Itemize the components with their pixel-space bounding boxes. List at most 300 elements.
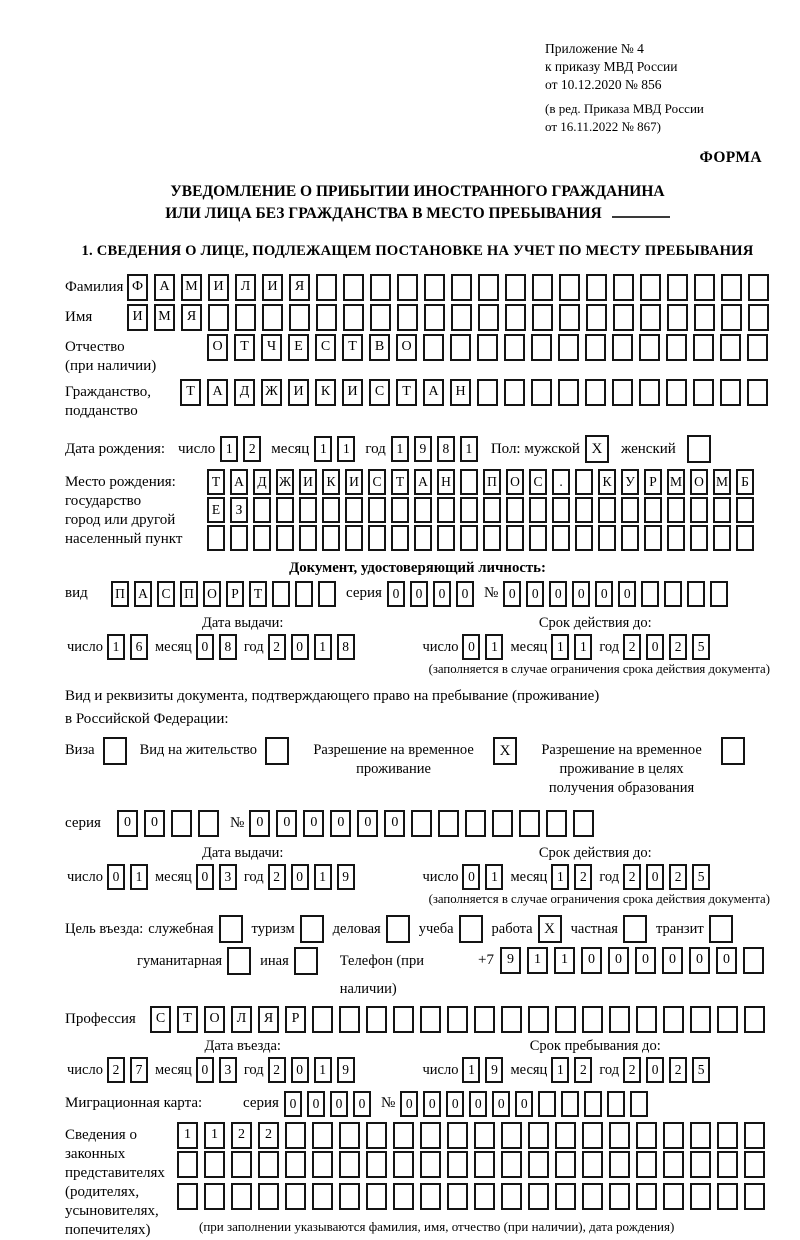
char-cell[interactable] (318, 581, 336, 607)
char-cell[interactable] (285, 1183, 306, 1210)
char-cell[interactable]: 0 (646, 864, 664, 890)
char-cell[interactable] (501, 1006, 522, 1033)
char-cell[interactable] (474, 1006, 495, 1033)
char-cell[interactable] (262, 304, 283, 331)
char-cell[interactable]: 0 (400, 1091, 418, 1117)
char-cell[interactable] (561, 1091, 579, 1117)
char-cell[interactable]: 6 (130, 634, 148, 660)
char-cell[interactable] (573, 810, 594, 837)
char-cell[interactable] (528, 1006, 549, 1033)
char-cell[interactable]: 1 (462, 1057, 480, 1083)
char-cell[interactable]: К (598, 469, 616, 495)
char-cell[interactable] (339, 1006, 360, 1033)
char-cell[interactable]: Д (234, 379, 255, 406)
char-cell[interactable]: Е (207, 497, 225, 523)
char-cell[interactable] (531, 334, 552, 361)
char-cell[interactable] (552, 525, 570, 551)
char-cell[interactable] (636, 1006, 657, 1033)
char-cell[interactable] (253, 497, 271, 523)
char-cell[interactable]: 1 (107, 634, 125, 660)
char-cell[interactable] (667, 497, 685, 523)
char-cell[interactable]: 2 (623, 1057, 641, 1083)
char-cell[interactable]: 0 (249, 810, 270, 837)
char-cell[interactable] (743, 947, 764, 974)
char-cell[interactable]: 9 (500, 947, 521, 974)
char-cell[interactable] (339, 1151, 360, 1178)
char-cell[interactable] (504, 334, 525, 361)
char-cell[interactable] (477, 334, 498, 361)
char-cell[interactable] (721, 304, 742, 331)
char-cell[interactable] (366, 1183, 387, 1210)
char-cell[interactable]: 0 (492, 1091, 510, 1117)
char-cell[interactable] (208, 304, 229, 331)
char-cell[interactable]: 2 (574, 1057, 592, 1083)
purpose-humanitarian-checkbox[interactable] (227, 947, 251, 975)
char-cell[interactable] (747, 334, 768, 361)
char-cell[interactable]: 0 (646, 1057, 664, 1083)
char-cell[interactable]: 0 (618, 581, 636, 607)
char-cell[interactable] (450, 334, 471, 361)
char-cell[interactable]: 2 (268, 634, 286, 660)
char-cell[interactable]: 0 (595, 581, 613, 607)
char-cell[interactable] (582, 1122, 603, 1149)
char-cell[interactable] (607, 1091, 625, 1117)
char-cell[interactable] (644, 497, 662, 523)
char-cell[interactable] (621, 525, 639, 551)
char-cell[interactable] (663, 1006, 684, 1033)
char-cell[interactable] (414, 525, 432, 551)
char-cell[interactable] (555, 1122, 576, 1149)
char-cell[interactable]: 1 (314, 634, 332, 660)
char-cell[interactable] (598, 497, 616, 523)
char-cell[interactable]: 1 (204, 1122, 225, 1149)
char-cell[interactable]: И (262, 274, 283, 301)
char-cell[interactable]: 0 (423, 1091, 441, 1117)
char-cell[interactable] (460, 497, 478, 523)
char-cell[interactable]: Ч (261, 334, 282, 361)
char-cell[interactable] (747, 379, 768, 406)
char-cell[interactable] (289, 304, 310, 331)
char-cell[interactable] (690, 1006, 711, 1033)
char-cell[interactable] (641, 581, 659, 607)
char-cell[interactable] (285, 1151, 306, 1178)
char-cell[interactable] (474, 1183, 495, 1210)
char-cell[interactable] (437, 525, 455, 551)
char-cell[interactable] (414, 497, 432, 523)
char-cell[interactable] (345, 525, 363, 551)
char-cell[interactable]: 5 (692, 634, 710, 660)
char-cell[interactable]: 1 (337, 436, 355, 462)
char-cell[interactable] (312, 1122, 333, 1149)
char-cell[interactable]: 9 (414, 436, 432, 462)
char-cell[interactable]: Т (249, 581, 267, 607)
char-cell[interactable] (501, 1122, 522, 1149)
char-cell[interactable]: 0 (635, 947, 656, 974)
char-cell[interactable]: 1 (551, 1057, 569, 1083)
char-cell[interactable]: А (230, 469, 248, 495)
char-cell[interactable] (505, 304, 526, 331)
char-cell[interactable]: М (154, 304, 175, 331)
char-cell[interactable] (532, 274, 553, 301)
char-cell[interactable] (391, 497, 409, 523)
char-cell[interactable] (411, 810, 432, 837)
char-cell[interactable] (558, 334, 579, 361)
char-cell[interactable] (744, 1151, 765, 1178)
char-cell[interactable]: М (181, 274, 202, 301)
char-cell[interactable] (397, 274, 418, 301)
char-cell[interactable]: 1 (485, 634, 503, 660)
char-cell[interactable]: 8 (337, 634, 355, 660)
char-cell[interactable]: С (157, 581, 175, 607)
char-cell[interactable] (609, 1151, 630, 1178)
char-cell[interactable] (316, 304, 337, 331)
char-cell[interactable]: 1 (220, 436, 238, 462)
sex-male-checkbox[interactable]: X (585, 435, 609, 463)
char-cell[interactable] (667, 274, 688, 301)
char-cell[interactable]: 9 (485, 1057, 503, 1083)
char-cell[interactable] (368, 525, 386, 551)
char-cell[interactable] (555, 1151, 576, 1178)
char-cell[interactable] (474, 1151, 495, 1178)
char-cell[interactable]: 0 (662, 947, 683, 974)
char-cell[interactable]: 0 (284, 1091, 302, 1117)
char-cell[interactable]: 0 (515, 1091, 533, 1117)
char-cell[interactable] (717, 1122, 738, 1149)
char-cell[interactable]: В (369, 334, 390, 361)
char-cell[interactable] (478, 274, 499, 301)
char-cell[interactable] (532, 304, 553, 331)
char-cell[interactable] (529, 497, 547, 523)
char-cell[interactable] (552, 497, 570, 523)
char-cell[interactable]: 2 (669, 864, 687, 890)
char-cell[interactable] (612, 334, 633, 361)
purpose-private-checkbox[interactable] (623, 915, 647, 943)
char-cell[interactable]: О (207, 334, 228, 361)
char-cell[interactable]: 7 (130, 1057, 148, 1083)
char-cell[interactable] (312, 1151, 333, 1178)
char-cell[interactable] (744, 1006, 765, 1033)
char-cell[interactable] (609, 1183, 630, 1210)
char-cell[interactable]: 9 (337, 1057, 355, 1083)
char-cell[interactable]: 0 (117, 810, 138, 837)
purpose-other-checkbox[interactable] (294, 947, 318, 975)
char-cell[interactable] (720, 379, 741, 406)
char-cell[interactable] (609, 1006, 630, 1033)
char-cell[interactable]: Т (234, 334, 255, 361)
char-cell[interactable]: 2 (231, 1122, 252, 1149)
purpose-tourism-checkbox[interactable] (300, 915, 324, 943)
char-cell[interactable]: 1 (314, 436, 332, 462)
char-cell[interactable]: 2 (623, 864, 641, 890)
char-cell[interactable] (598, 525, 616, 551)
residence-permit-checkbox[interactable] (265, 737, 289, 765)
char-cell[interactable]: С (150, 1006, 171, 1033)
char-cell[interactable] (713, 497, 731, 523)
char-cell[interactable]: И (127, 304, 148, 331)
char-cell[interactable] (609, 1122, 630, 1149)
char-cell[interactable]: О (506, 469, 524, 495)
char-cell[interactable] (710, 581, 728, 607)
char-cell[interactable]: 0 (549, 581, 567, 607)
char-cell[interactable] (474, 1122, 495, 1149)
char-cell[interactable] (555, 1006, 576, 1033)
char-cell[interactable] (528, 1151, 549, 1178)
char-cell[interactable] (478, 304, 499, 331)
char-cell[interactable] (465, 810, 486, 837)
char-cell[interactable] (492, 810, 513, 837)
char-cell[interactable]: 1 (551, 634, 569, 660)
char-cell[interactable] (460, 525, 478, 551)
purpose-official-checkbox[interactable] (219, 915, 243, 943)
char-cell[interactable]: 2 (623, 634, 641, 660)
char-cell[interactable]: Я (289, 274, 310, 301)
char-cell[interactable] (483, 525, 501, 551)
char-cell[interactable]: О (396, 334, 417, 361)
sex-female-checkbox[interactable] (687, 435, 711, 463)
char-cell[interactable] (177, 1151, 198, 1178)
char-cell[interactable]: 0 (646, 634, 664, 660)
char-cell[interactable] (538, 1091, 556, 1117)
char-cell[interactable] (312, 1006, 333, 1033)
char-cell[interactable] (721, 274, 742, 301)
char-cell[interactable] (339, 1122, 360, 1149)
char-cell[interactable] (586, 304, 607, 331)
char-cell[interactable] (613, 274, 634, 301)
char-cell[interactable] (299, 497, 317, 523)
char-cell[interactable] (630, 1091, 648, 1117)
char-cell[interactable] (528, 1122, 549, 1149)
char-cell[interactable]: 0 (330, 810, 351, 837)
char-cell[interactable] (519, 810, 540, 837)
char-cell[interactable] (667, 525, 685, 551)
char-cell[interactable]: 0 (330, 1091, 348, 1117)
char-cell[interactable]: И (288, 379, 309, 406)
char-cell[interactable]: 2 (669, 1057, 687, 1083)
char-cell[interactable] (230, 525, 248, 551)
char-cell[interactable] (636, 1151, 657, 1178)
char-cell[interactable] (231, 1183, 252, 1210)
char-cell[interactable]: Т (396, 379, 417, 406)
char-cell[interactable]: 9 (337, 864, 355, 890)
purpose-business-checkbox[interactable] (386, 915, 410, 943)
char-cell[interactable] (447, 1151, 468, 1178)
char-cell[interactable]: 1 (551, 864, 569, 890)
char-cell[interactable] (316, 274, 337, 301)
char-cell[interactable] (664, 581, 682, 607)
temp-residence-education-checkbox[interactable] (721, 737, 745, 765)
char-cell[interactable]: 0 (357, 810, 378, 837)
char-cell[interactable]: Т (391, 469, 409, 495)
char-cell[interactable] (345, 497, 363, 523)
char-cell[interactable] (322, 497, 340, 523)
char-cell[interactable] (558, 379, 579, 406)
char-cell[interactable] (447, 1122, 468, 1149)
char-cell[interactable] (504, 379, 525, 406)
char-cell[interactable] (397, 304, 418, 331)
char-cell[interactable] (447, 1183, 468, 1210)
char-cell[interactable] (639, 334, 660, 361)
char-cell[interactable]: 1 (314, 864, 332, 890)
char-cell[interactable] (370, 274, 391, 301)
char-cell[interactable] (366, 1151, 387, 1178)
char-cell[interactable]: 0 (689, 947, 710, 974)
char-cell[interactable]: А (207, 379, 228, 406)
char-cell[interactable] (501, 1183, 522, 1210)
char-cell[interactable] (717, 1183, 738, 1210)
char-cell[interactable] (299, 525, 317, 551)
char-cell[interactable] (639, 379, 660, 406)
char-cell[interactable]: 8 (219, 634, 237, 660)
char-cell[interactable]: З (230, 497, 248, 523)
char-cell[interactable]: 1 (460, 436, 478, 462)
char-cell[interactable] (393, 1006, 414, 1033)
char-cell[interactable]: 0 (581, 947, 602, 974)
visa-checkbox[interactable] (103, 737, 127, 765)
char-cell[interactable] (198, 810, 219, 837)
char-cell[interactable]: 1 (177, 1122, 198, 1149)
char-cell[interactable] (621, 497, 639, 523)
char-cell[interactable] (748, 274, 769, 301)
char-cell[interactable] (393, 1122, 414, 1149)
char-cell[interactable]: 0 (572, 581, 590, 607)
char-cell[interactable]: 2 (243, 436, 261, 462)
char-cell[interactable] (690, 1183, 711, 1210)
char-cell[interactable] (690, 1151, 711, 1178)
char-cell[interactable]: Т (342, 334, 363, 361)
char-cell[interactable] (437, 497, 455, 523)
char-cell[interactable] (368, 497, 386, 523)
char-cell[interactable] (694, 274, 715, 301)
char-cell[interactable] (477, 379, 498, 406)
char-cell[interactable]: 1 (574, 634, 592, 660)
char-cell[interactable] (663, 1122, 684, 1149)
char-cell[interactable] (690, 525, 708, 551)
char-cell[interactable] (690, 1122, 711, 1149)
char-cell[interactable]: Л (231, 1006, 252, 1033)
char-cell[interactable]: А (154, 274, 175, 301)
char-cell[interactable]: А (423, 379, 444, 406)
purpose-work-checkbox[interactable]: X (538, 915, 562, 943)
char-cell[interactable] (693, 379, 714, 406)
char-cell[interactable] (687, 581, 705, 607)
char-cell[interactable]: 2 (107, 1057, 125, 1083)
char-cell[interactable] (235, 304, 256, 331)
char-cell[interactable] (506, 497, 524, 523)
char-cell[interactable]: И (299, 469, 317, 495)
char-cell[interactable]: 2 (574, 864, 592, 890)
char-cell[interactable]: И (208, 274, 229, 301)
char-cell[interactable] (420, 1183, 441, 1210)
char-cell[interactable] (666, 334, 687, 361)
char-cell[interactable] (586, 274, 607, 301)
char-cell[interactable]: 0 (526, 581, 544, 607)
char-cell[interactable]: 0 (469, 1091, 487, 1117)
char-cell[interactable]: 3 (219, 1057, 237, 1083)
char-cell[interactable]: Р (644, 469, 662, 495)
char-cell[interactable]: 0 (196, 864, 214, 890)
char-cell[interactable] (276, 497, 294, 523)
char-cell[interactable] (546, 810, 567, 837)
char-cell[interactable]: О (690, 469, 708, 495)
char-cell[interactable] (460, 469, 478, 495)
char-cell[interactable] (483, 497, 501, 523)
char-cell[interactable]: 1 (554, 947, 575, 974)
char-cell[interactable]: 0 (387, 581, 405, 607)
char-cell[interactable] (366, 1006, 387, 1033)
char-cell[interactable]: Л (235, 274, 256, 301)
char-cell[interactable]: П (180, 581, 198, 607)
char-cell[interactable]: К (322, 469, 340, 495)
char-cell[interactable] (694, 304, 715, 331)
char-cell[interactable]: И (345, 469, 363, 495)
char-cell[interactable] (258, 1183, 279, 1210)
purpose-study-checkbox[interactable] (459, 915, 483, 943)
char-cell[interactable] (322, 525, 340, 551)
char-cell[interactable] (177, 1183, 198, 1210)
char-cell[interactable]: Ж (276, 469, 294, 495)
char-cell[interactable]: О (204, 1006, 225, 1033)
char-cell[interactable]: Т (207, 469, 225, 495)
char-cell[interactable] (171, 810, 192, 837)
char-cell[interactable] (559, 304, 580, 331)
char-cell[interactable]: Р (285, 1006, 306, 1033)
char-cell[interactable]: 2 (268, 1057, 286, 1083)
char-cell[interactable]: 0 (456, 581, 474, 607)
char-cell[interactable] (748, 304, 769, 331)
char-cell[interactable] (451, 274, 472, 301)
char-cell[interactable] (438, 810, 459, 837)
char-cell[interactable] (343, 304, 364, 331)
char-cell[interactable] (666, 379, 687, 406)
char-cell[interactable]: С (369, 379, 390, 406)
char-cell[interactable]: 0 (433, 581, 451, 607)
char-cell[interactable] (531, 379, 552, 406)
char-cell[interactable] (663, 1151, 684, 1178)
char-cell[interactable] (612, 379, 633, 406)
char-cell[interactable] (393, 1151, 414, 1178)
char-cell[interactable] (667, 304, 688, 331)
char-cell[interactable] (420, 1006, 441, 1033)
char-cell[interactable] (423, 334, 444, 361)
char-cell[interactable]: С (368, 469, 386, 495)
char-cell[interactable]: 0 (276, 810, 297, 837)
char-cell[interactable] (393, 1183, 414, 1210)
char-cell[interactable]: Я (258, 1006, 279, 1033)
char-cell[interactable] (584, 1091, 602, 1117)
char-cell[interactable]: Д (253, 469, 271, 495)
char-cell[interactable]: 0 (353, 1091, 371, 1117)
char-cell[interactable]: 8 (437, 436, 455, 462)
char-cell[interactable] (501, 1151, 522, 1178)
char-cell[interactable] (640, 274, 661, 301)
char-cell[interactable]: Т (177, 1006, 198, 1033)
char-cell[interactable] (744, 1122, 765, 1149)
char-cell[interactable] (451, 304, 472, 331)
char-cell[interactable] (204, 1151, 225, 1178)
char-cell[interactable] (575, 525, 593, 551)
char-cell[interactable]: А (134, 581, 152, 607)
char-cell[interactable]: Ф (127, 274, 148, 301)
char-cell[interactable]: 0 (291, 634, 309, 660)
char-cell[interactable] (582, 1006, 603, 1033)
char-cell[interactable]: И (342, 379, 363, 406)
char-cell[interactable]: 0 (144, 810, 165, 837)
char-cell[interactable] (529, 525, 547, 551)
char-cell[interactable]: 2 (669, 634, 687, 660)
char-cell[interactable] (736, 525, 754, 551)
char-cell[interactable]: 1 (314, 1057, 332, 1083)
char-cell[interactable]: 0 (291, 864, 309, 890)
